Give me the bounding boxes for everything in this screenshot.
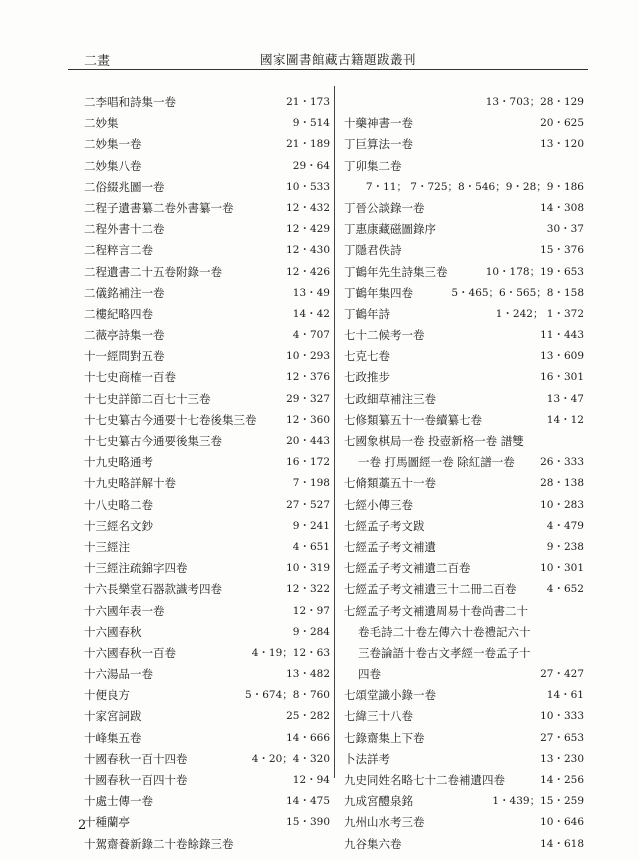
entry-reference: 10・533 [286,180,330,193]
index-entry [344,134,584,155]
entry-reference: 4・707 [292,329,330,342]
index-entry [84,198,330,219]
index-entry [344,749,584,770]
index-entry [84,834,330,855]
entry-title: 七頌堂識小錄一卷 [344,688,436,703]
entry-title: 丁晉公談錄一卷 [344,200,425,215]
index-entry [84,410,330,431]
entry-reference: 27・427 [540,668,584,681]
section-label: 二畫 [84,54,111,69]
index-entry [84,240,330,261]
entry-reference: 7・198 [292,477,330,490]
entry-title: 十七史纂古今通要十七卷後集三卷 [84,412,257,427]
entry-title: 九成宮醴泉銘 [344,794,413,809]
entry-title: 七經小傳三卷 [344,497,413,512]
index-entry [344,431,584,452]
entry-title: 一卷 打馬圖經一卷 除紅譜一卷 [358,455,515,470]
index-entry [344,537,584,558]
index-entry [344,812,584,833]
index-entry [84,558,330,579]
entry-reference: 10・301 [540,562,584,575]
entry-reference: 10・333 [540,710,584,723]
entry-title: 七克七卷 [344,349,390,364]
entry-title: 卜法詳考 [344,751,390,766]
entry-title: 十三經名文鈔 [84,518,153,533]
index-entry [344,346,584,367]
index-entry [344,558,584,579]
index-entry [84,325,330,346]
entry-title: 四卷 [358,667,381,682]
index-entry [344,706,584,727]
entry-title: 七錄齋集上下卷 [344,730,425,745]
index-entry [344,262,584,283]
index-entry [84,389,330,410]
index-entry [344,198,584,219]
entry-reference: 13・230 [540,752,584,765]
entry-title: 丁鶴年詩 [344,306,390,321]
index-entry [344,601,584,622]
entry-reference: 12・432 [286,201,330,214]
index-entry [84,304,330,325]
index-entry [84,537,330,558]
entry-title: 七修類纂五十一卷續纂七卷 [344,412,482,427]
entry-reference: 27・527 [286,498,330,511]
entry-title: 十處士傳一卷 [84,794,153,809]
entry-title: 七政細草補注三卷 [344,391,436,406]
entry-title: 丁鶴年先生詩集三卷 [344,264,448,279]
entry-reference: 20・443 [286,435,330,447]
index-entry [84,622,330,643]
entry-title: 七經孟子考文補遺二百卷 [344,561,471,576]
entry-reference: 1・242； 1・372 [495,307,584,320]
entry-reference: 21・189 [286,138,330,151]
entry-reference: 14・256 [540,774,584,786]
entry-reference: 9・238 [546,540,584,553]
entry-title: 丁隱君佚詩 [344,243,402,258]
entry-reference: 12・429 [286,223,330,236]
entry-title: 十國春秋一百四十卷 [84,773,188,787]
index-entry [344,622,584,643]
index-entry [344,156,584,177]
entry-title: 二俗綴兆圖一卷 [84,179,165,194]
header-rule [68,69,588,70]
entry-reference: 14・308 [540,201,584,214]
entry-title: 二妙集八卷 [84,158,142,173]
entry-reference: 4・479 [546,519,584,532]
index-entry [84,177,330,198]
entry-reference: 25・282 [286,710,330,723]
entry-reference: 14・12 [546,413,584,426]
entry-reference: 16・172 [286,456,330,469]
entry-title: 十六國春秋一百卷 [84,645,176,660]
entry-title: 十駕齋養新錄二十卷餘錄三卷 [84,836,234,851]
index-entry [84,156,330,177]
index-entry [84,262,330,283]
entry-reference: 7・11； 7・725；8・546；9・28；9・186 [365,180,584,193]
entry-title: 十七史商榷一百卷 [84,370,176,385]
entry-title: 九史同姓名略七十二卷補遺四卷 [344,773,505,787]
entry-title: 二程外書十二卷 [84,222,165,237]
entry-reference: 11・443 [540,329,584,342]
entry-title: 十國春秋一百十四卷 [84,751,188,766]
entry-title: 十三經注疏錦字四卷 [84,561,188,576]
entry-title: 七國象棋局一卷 投壺新格一卷 譜雙 [344,434,524,448]
index-entry [84,601,330,622]
entry-reference: 30・37 [546,223,584,236]
entry-title: 十七史詳節二百七十三卷 [84,391,211,406]
index-entry [344,240,584,261]
entry-reference: 9・241 [292,519,330,532]
entry-reference: 12・376 [286,371,330,384]
index-entry [84,113,330,134]
index-entry [344,643,584,664]
entry-title: 十七史纂古今通要後集三卷 [84,434,222,448]
entry-reference: 5・465；6・565；8・158 [451,286,584,299]
index-entry [84,495,330,516]
entry-title: 十峰集五卷 [84,730,142,745]
index-entry [344,367,584,388]
entry-title: 丁鶴年集四卷 [344,285,413,300]
entry-title: 十家宮詞跋 [84,709,142,724]
entry-reference: 13・47 [546,392,584,405]
entry-title: 十藥神書一卷 [344,116,413,131]
entry-reference: 14・666 [286,731,330,744]
entry-title: 七脩類藁五十一卷 [344,476,436,491]
entry-title: 二妙集一卷 [84,137,142,152]
index-entry [344,791,584,812]
entry-title: 二李唱和詩集一卷 [84,95,176,109]
entry-title: 七經孟子考文補遺三十二冊二百卷 [344,582,517,597]
entry-title: 十六長樂堂石器款識考四卷 [84,582,222,597]
entry-reference: 10・646 [540,816,584,829]
index-entry [344,325,584,346]
index-entry [344,770,584,791]
entry-title: 七經孟子考文補遺周易十卷尚書二十 [344,603,528,618]
index-entry [84,749,330,770]
page-number: 2 [78,818,87,833]
entry-reference: 29・64 [292,159,330,172]
index-entry [84,728,330,749]
entry-reference: 10・319 [286,562,330,575]
entry-title: 七經孟子考文跋 [344,518,425,533]
entry-reference: 26・333 [540,456,584,469]
entry-title: 七政推步 [344,370,390,385]
entry-reference: 14・618 [540,837,584,850]
entry-reference: 13・703；28・129 [485,96,584,108]
entry-reference: 9・514 [292,117,330,130]
entry-title: 十九史略詳解十卷 [84,476,176,491]
entry-reference: 12・426 [286,265,330,278]
index-entry [344,113,584,134]
entry-reference: 13・49 [292,286,330,299]
index-entry [344,495,584,516]
index-entry [344,516,584,537]
entry-reference: 12・360 [286,413,330,426]
index-entry [344,685,584,706]
entry-reference: 14・475 [286,795,330,808]
entry-title: 十六湯品一卷 [84,667,153,682]
entry-reference: 13・120 [540,138,584,151]
entry-reference: 13・609 [540,350,584,363]
entry-reference: 13・482 [286,668,330,681]
entry-title: 十六國春秋 [84,624,142,639]
entry-title: 十一經問對五卷 [84,349,165,364]
index-entry [344,473,584,494]
entry-reference: 27・653 [540,731,584,744]
index-entry [344,389,584,410]
entry-title: 二程粹言二卷 [84,243,153,258]
entry-title: 七十二候考一卷 [344,328,425,343]
index-entry [84,706,330,727]
index-entry [84,664,330,685]
index-entry [344,304,584,325]
entry-reference: 9・284 [292,625,330,638]
index-entry [344,92,584,113]
entry-reference: 4・651 [292,540,330,553]
entry-title: 二程遺書二十五卷附錄一卷 [84,264,222,279]
entry-reference: 10・293 [286,350,330,363]
entry-title: 九州山水考三卷 [344,815,425,830]
entry-title: 三卷論語十卷古文孝經一卷孟子十 [358,645,531,660]
entry-title: 二妙集 [84,116,119,131]
entry-title: 二樓紀略四卷 [84,306,153,321]
entry-reference: 10・283 [540,498,584,511]
index-entry [84,367,330,388]
index-entry [84,346,330,367]
index-entry [84,643,330,664]
entry-reference: 1・439；15・259 [492,795,584,808]
entry-title: 二程子遺書纂二卷外書纂一卷 [84,200,234,215]
entry-reference: 4・19；12・63 [251,646,330,659]
entry-reference: 21・173 [286,96,330,108]
index-entry [84,92,330,113]
index-entry [84,770,330,791]
entry-reference: 5・674；8・760 [245,689,330,702]
entry-reference: 14・61 [546,689,584,702]
entry-reference: 4・652 [546,583,584,596]
entry-title: 七經孟子考文補遺 [344,539,436,554]
index-entry [344,452,584,473]
index-entry [344,664,584,685]
entry-title: 卷毛詩二十卷左傳六十卷禮記六十 [358,624,531,639]
entry-title: 十八史略二卷 [84,497,153,512]
entry-title: 九谷集六卷 [344,836,402,851]
left-column [84,92,330,855]
index-entry [84,812,330,833]
entry-reference: 15・376 [540,244,584,257]
index-entry [84,431,330,452]
entry-reference: 4・20；4・320 [251,752,330,765]
index-entry [84,791,330,812]
index-entry [344,410,584,431]
index-entry [344,728,584,749]
index-entry [84,452,330,473]
entry-reference: 29・327 [286,392,330,405]
entry-reference: 10・178；19・653 [485,265,584,278]
entry-reference: 14・42 [292,307,330,320]
index-entry [344,177,584,198]
entry-title: 十三經注 [84,539,130,554]
entry-title: 十九史略通考 [84,455,153,470]
entry-title: 十六國年表一卷 [84,603,165,618]
entry-title: 七緯三十八卷 [344,709,413,724]
entry-title: 二薇亭詩集一卷 [84,328,165,343]
column-divider [334,86,335,778]
entry-reference: 12・97 [292,604,330,617]
right-column [344,92,584,855]
entry-reference: 12・94 [292,774,330,786]
entry-reference: 12・322 [286,583,330,596]
entry-reference: 28・138 [540,477,584,490]
index-entry [84,685,330,706]
index-entry [84,473,330,494]
index-entry [84,579,330,600]
entry-title: 十便良方 [84,688,130,703]
entry-title: 十種蘭亭 [84,815,130,830]
entry-title: 二儀銘補注一卷 [84,285,165,300]
index-entry [344,834,584,855]
running-header [68,50,588,70]
index-entry [344,283,584,304]
index-entry [84,219,330,240]
entry-reference: 15・390 [286,816,330,829]
index-entry [84,134,330,155]
entry-reference: 12・430 [286,244,330,257]
index-entry [344,579,584,600]
entry-title: 丁巨算法一卷 [344,137,413,152]
entry-title: 丁卯集二卷 [344,158,402,173]
index-entry [84,516,330,537]
header-title: 國家圖書館藏古籍題跋叢刊 [260,52,417,67]
index-entry [84,283,330,304]
entry-reference: 16・301 [540,371,584,384]
index-entry [344,219,584,240]
entry-reference: 20・625 [540,117,584,130]
entry-title: 丁惠康藏磁圖錄序 [344,222,436,237]
